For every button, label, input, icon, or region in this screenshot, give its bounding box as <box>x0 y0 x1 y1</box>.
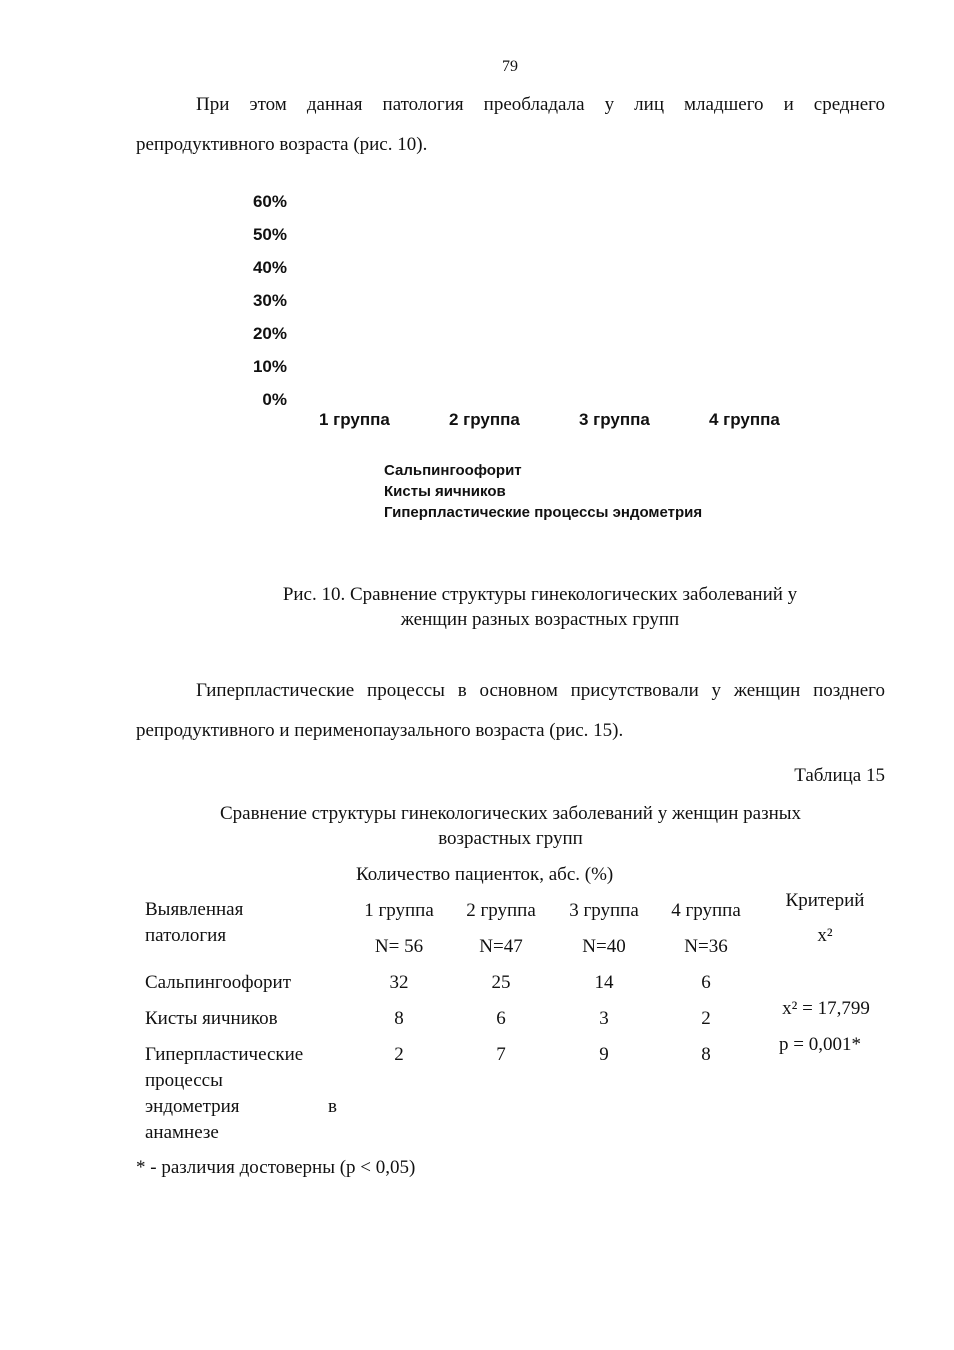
table-title-line-1: Сравнение структуры гинекологических заболеваний у женщин разных <box>219 803 802 824</box>
x-category-label: 4 группа <box>709 410 780 429</box>
table-cell: 8 <box>701 1044 711 1065</box>
paragraph-2 <box>136 671 885 751</box>
column-header-group-4: 4 группа <box>671 900 741 921</box>
figure-caption-line-2: женщин разных возрастных групп <box>400 609 680 630</box>
criterion-p-value: p = 0,001* <box>779 1034 861 1055</box>
criterion-header-line-2: x² <box>817 925 833 946</box>
paragraph-1-text: При этом данная патология преобладала у лиц младшего и среднего репродуктивного возраста (рис. 10). <box>136 94 885 155</box>
table-title <box>136 801 885 851</box>
table-group-header: Количество пациенток, абс. (%) <box>356 864 614 885</box>
table-cell: 32 <box>389 972 409 993</box>
y-tick-label: 50% <box>252 225 287 244</box>
table-cell: 9 <box>599 1044 609 1065</box>
table-cell: 6 <box>496 1008 506 1029</box>
x-category-label: 2 группа <box>449 410 520 429</box>
pathology-header-line-2: патология <box>145 925 227 946</box>
legend-entry: Кисты яичников <box>384 483 506 500</box>
row-label-hyperplastic-line-2: процессы <box>145 1070 223 1091</box>
table-cell: 8 <box>394 1008 404 1029</box>
column-n-group-3: N=40 <box>582 936 626 957</box>
paragraph-2-text: Гиперпластические процессы в основном присутствовали у женщин позднего репродуктивного и перименопаузального возраста (рис. 15). <box>136 680 885 741</box>
row-label-hyperplastic-line-1: Гиперпластические <box>145 1044 304 1065</box>
row-label-hyperplastic-line-3: эндометрия <box>145 1096 240 1117</box>
page-number: 79 <box>502 58 518 75</box>
table-label: Таблица 15 <box>794 765 885 786</box>
x-category-label: 3 группа <box>579 410 650 429</box>
table-cell: 3 <box>599 1008 609 1029</box>
y-tick-label: 10% <box>252 357 287 376</box>
row-label-hyperplastic-line-3b: в <box>328 1096 337 1117</box>
table-cell: 14 <box>594 972 614 993</box>
column-n-group-1: N= 56 <box>374 936 424 957</box>
figure-caption-line-1: Рис. 10. Сравнение структуры гинекологических заболеваний у <box>282 584 798 605</box>
column-header-group-2: 2 группа <box>466 900 536 921</box>
x-axis-categories <box>319 410 780 429</box>
chart-legend <box>384 462 702 521</box>
table-title-line-2: возрастных групп <box>438 828 583 849</box>
column-header-group-1: 1 группа <box>364 900 434 921</box>
row-label-salpingoophoritis: Сальпингоофорит <box>145 972 292 993</box>
y-tick-label: 40% <box>252 258 287 277</box>
table-cell: 7 <box>496 1044 506 1065</box>
column-n-group-2: N=47 <box>479 936 523 957</box>
y-axis-ticks <box>253 192 287 409</box>
column-header-group-3: 3 группа <box>569 900 639 921</box>
pathology-header-line-1: Выявленная <box>145 899 244 920</box>
y-tick-label: 0% <box>262 390 287 409</box>
legend-entry: Гиперпластические процессы эндометрия <box>384 504 703 521</box>
bar-chart <box>0 0 954 540</box>
table-cell: 2 <box>394 1044 404 1065</box>
criterion-chi-square-value: x² = 17,799 <box>782 998 870 1019</box>
row-label-ovarian-cysts: Кисты яичников <box>145 1008 278 1029</box>
table-cell: 25 <box>491 972 511 993</box>
table-footnote: * - различия достоверны (p < 0,05) <box>136 1157 416 1178</box>
y-tick-label: 60% <box>252 192 287 211</box>
row-label-hyperplastic-line-4: анамнезе <box>145 1122 219 1143</box>
x-category-label: 1 группа <box>319 410 390 429</box>
table-cell: 6 <box>701 972 711 993</box>
column-n-group-4: N=36 <box>684 936 728 957</box>
y-tick-label: 30% <box>252 291 287 310</box>
legend-entry: Сальпингоофорит <box>384 462 522 479</box>
figure-caption <box>0 582 954 632</box>
criterion-header-line-1: Критерий <box>785 890 865 911</box>
y-tick-label: 20% <box>252 324 287 343</box>
table-cell: 2 <box>701 1008 711 1029</box>
